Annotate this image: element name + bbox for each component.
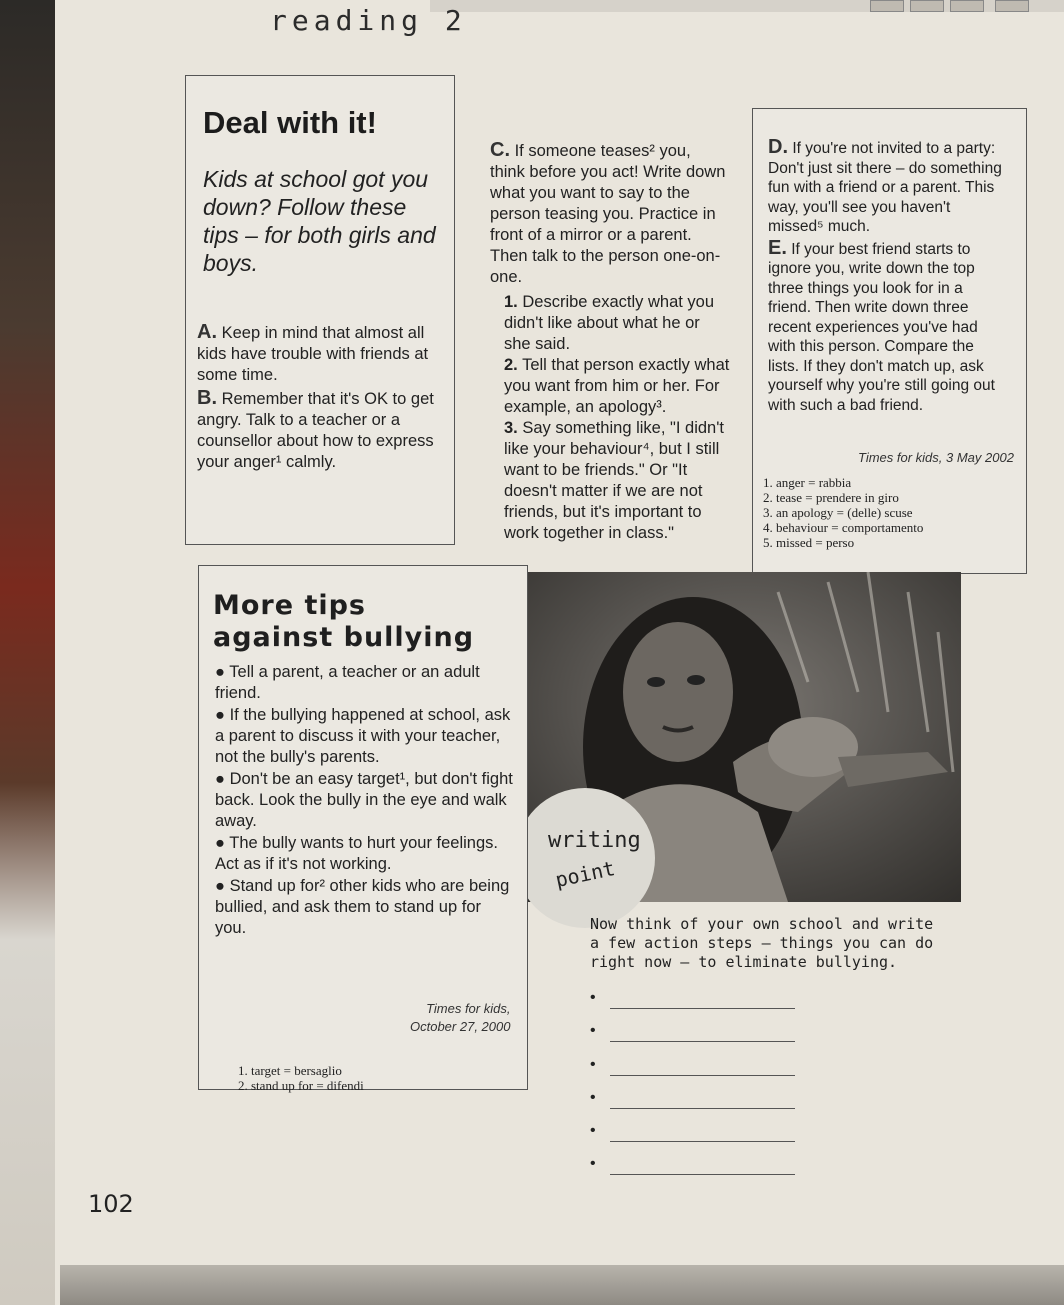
writing-point-instructions: Now think of your own school and write a few action steps – things you can do right now – to eliminate bullying. xyxy=(590,915,934,971)
step-3 xyxy=(490,418,730,544)
title-line: More tips xyxy=(213,590,367,621)
step-text: Tell that person exactly what you want from him or her. For example, an apology³. xyxy=(504,356,730,416)
tip-letter: E. xyxy=(768,236,787,259)
writing-point-badge xyxy=(515,788,655,928)
more-tips-list xyxy=(215,662,515,939)
toolbar-icon xyxy=(995,0,1029,12)
list-item: ● Don't be an easy target¹, but don't fight back. Look the bully in the eye and walk away. xyxy=(215,770,513,830)
list-item-text: Stand up for² other kids who are being bullied, and ask them to stand up for you. xyxy=(215,877,510,937)
tip-e xyxy=(768,236,1008,416)
toolbar-icon xyxy=(870,0,904,12)
tip-letter: C. xyxy=(490,139,510,161)
tip-letter: B. xyxy=(197,387,217,409)
section-title: reading 2 xyxy=(270,4,467,37)
more-tips-title xyxy=(213,590,474,654)
answer-line[interactable]: • xyxy=(590,1128,795,1142)
step-number: 2. xyxy=(504,356,518,374)
answer-line[interactable]: • xyxy=(590,1095,795,1109)
step-text: Say something like, "I didn't like your behaviour⁴, but I still want to be friends." Or "It doesn't matter if we are not friends, but it's important to work together in class." xyxy=(504,419,724,542)
source-line: Times for kids, xyxy=(426,1001,511,1016)
glossary-item: 5. missed = perso xyxy=(763,535,855,550)
tip-text: If someone teases² you, think before you act! Write down what you want to say to the person teasing you. Practice in front of a mirror or a parent. Then talk to the person one-on-one. xyxy=(490,142,726,286)
list-item-text: Tell a parent, a teacher or an adult friend. xyxy=(215,663,480,702)
tip-a xyxy=(197,322,447,386)
step-2 xyxy=(490,355,730,418)
glossary-item: 3. an apology = (delle) scuse xyxy=(763,505,913,520)
article-title: Deal with it! xyxy=(203,105,377,140)
answer-line[interactable]: • xyxy=(590,1028,795,1042)
list-item: ● If the bullying happened at school, ask a parent to discuss it with your teacher, not the bully's parents. xyxy=(215,706,511,766)
answer-line[interactable]: • xyxy=(590,1161,795,1175)
article-subtitle: Kids at school got you down? Follow these tips – for both girls and boys. xyxy=(203,166,436,276)
glossary-item: 1. target = bersaglio xyxy=(238,1063,342,1078)
glossary-item: 1. anger = rabbia xyxy=(763,475,852,490)
toolbar-icon xyxy=(950,0,984,12)
tip-letter: D. xyxy=(768,136,788,158)
step-number: 1. xyxy=(504,293,518,311)
list-item: ● The bully wants to hurt your feelings. Act as if it's not working. xyxy=(215,834,498,873)
tips-column-right xyxy=(768,138,1008,415)
tips-column-middle xyxy=(490,140,730,544)
title-line: against bullying xyxy=(213,622,475,653)
glossary-item: 4. behaviour = comportamento xyxy=(763,520,924,535)
tip-letter: A. xyxy=(197,321,217,343)
tip-text: If your best friend starts to ignore you, write down the top three things you look for in a friend. Then write down three recent experiences you've had with this person. Compare the lists. If they don't match up, ask yourself why you're still going out with such a bad friend. xyxy=(768,240,995,414)
tip-b xyxy=(197,388,447,473)
writing-point-label: writing xyxy=(548,828,641,853)
toolbar-icon xyxy=(910,0,944,12)
source-line: October 27, 2000 xyxy=(410,1019,511,1034)
page-number: 102 xyxy=(88,1190,134,1218)
tip-text: Remember that it's OK to get angry. Talk to a teacher or a counsellor about how to express your anger¹ calmly. xyxy=(197,390,434,471)
list-item-text: If the bullying happened at school, ask a parent to discuss it with your teacher, not the bully's parents. xyxy=(215,706,511,766)
glossary xyxy=(763,475,923,550)
list-item: ● Tell a parent, a teacher or an adult friend. xyxy=(215,663,480,702)
page-edge xyxy=(60,1265,1064,1305)
step-number: 3. xyxy=(504,419,518,437)
top-toolbar xyxy=(430,0,1064,12)
tip-text: If you're not invited to a party: Don't just sit there – do something fun with a friend or a parent. This way, you'll see you haven't missed⁵ much. xyxy=(768,140,1002,235)
tips-column-left xyxy=(197,322,447,475)
answer-line[interactable]: • xyxy=(590,995,795,1009)
writing-point-label: point xyxy=(553,856,618,892)
glossary-item: 2. stand up for = difendi xyxy=(238,1078,364,1093)
tip-d xyxy=(768,138,1008,237)
step-1 xyxy=(490,292,730,355)
glossary-item: 2. tease = prendere in giro xyxy=(763,490,899,505)
more-tips-glossary xyxy=(238,1063,364,1093)
answer-line[interactable]: • xyxy=(590,1062,795,1076)
tip-c xyxy=(490,140,730,288)
list-item: ● Stand up for² other kids who are being bullied, and ask them to stand up for you. xyxy=(215,877,510,937)
more-tips-source xyxy=(410,1000,510,1036)
step-text: Describe exactly what you didn't like about what he or she said. xyxy=(504,293,715,353)
list-item-text: Don't be an easy target¹, but don't fight back. Look the bully in the eye and walk away. xyxy=(215,770,513,830)
list-item-text: The bully wants to hurt your feelings. Act as if it's not working. xyxy=(215,834,498,873)
article-source: Times for kids, 3 May 2002 xyxy=(858,450,1014,465)
tip-text: Keep in mind that almost all kids have trouble with friends at some time. xyxy=(197,324,429,384)
